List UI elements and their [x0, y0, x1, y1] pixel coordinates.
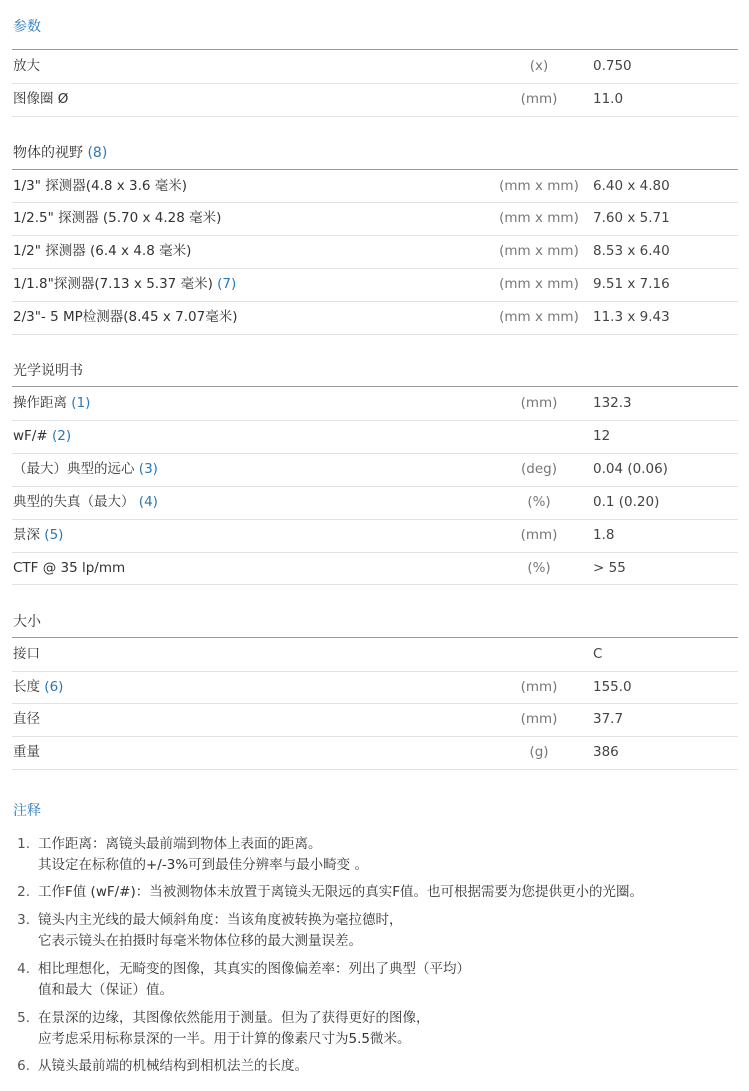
- row-unit: (deg): [521, 461, 557, 477]
- row-label: [13, 268, 236, 301]
- row-label-text: 1/1.8"探测器(7.13 x 5.37 毫米): [13, 276, 213, 292]
- note-text: [38, 1008, 743, 1050]
- footnote-link[interactable]: (5): [44, 527, 64, 543]
- row-label-text: 景深: [13, 527, 40, 543]
- row-label: [13, 486, 158, 519]
- section-title-fov: [13, 142, 107, 162]
- divider: [12, 334, 738, 335]
- footnote-link[interactable]: (2): [51, 428, 72, 444]
- row-label: CTF @ 35 lp/mm: [13, 560, 126, 576]
- row-label: [13, 453, 158, 486]
- spec-row-fov: [12, 268, 738, 301]
- section-title-text: 物体的视野: [13, 145, 83, 161]
- row-unit: (mm): [520, 679, 558, 695]
- row-value: C: [593, 646, 603, 662]
- spec-row-ctf: [12, 552, 738, 585]
- row-label: [13, 519, 63, 552]
- divider: [12, 584, 738, 585]
- row-unit: (mm x mm): [499, 178, 579, 194]
- row-value: 8.53 x 6.40: [593, 243, 670, 259]
- row-unit: (mm): [520, 711, 558, 727]
- row-label: 2/3"- 5 MP检测器(8.45 x 7.07毫米): [13, 309, 238, 325]
- row-value: 1.8: [593, 527, 615, 543]
- spec-row-diameter: [12, 703, 738, 736]
- note-text: [38, 910, 743, 952]
- footnote-link[interactable]: (3): [138, 461, 158, 477]
- row-label: [13, 387, 90, 420]
- row-unit: (mm x mm): [499, 243, 579, 259]
- note-line: 镜头内主光线的最大倾斜角度：当该角度被转换为毫拉德时，: [38, 912, 403, 928]
- note-line: 相比理想化，无畸变的图像，其真实的图像偏差率：列出了典型（平均）: [38, 961, 470, 977]
- footnote-link[interactable]: (8): [87, 145, 108, 161]
- row-value: 11.3 x 9.43: [593, 309, 670, 325]
- note-text: [38, 834, 743, 876]
- row-unit: (mm x mm): [499, 210, 579, 226]
- footnote-link[interactable]: (7): [217, 276, 237, 292]
- row-unit: (mm): [520, 395, 558, 411]
- row-unit: (mm): [520, 91, 558, 107]
- spec-row-fov: [12, 301, 738, 334]
- spec-row-image-circle: [12, 83, 738, 116]
- row-value: 0.1 (0.20): [593, 494, 660, 510]
- row-label: [13, 671, 63, 704]
- note-number: 1.: [17, 836, 30, 852]
- row-value: 6.40 x 4.80: [593, 178, 670, 194]
- notes-title: 注释: [13, 803, 41, 819]
- spec-row-wf: [12, 420, 738, 453]
- row-unit: (g): [529, 744, 549, 760]
- row-label-text: （最大）典型的远心: [13, 461, 135, 477]
- row-label-text: 长度: [13, 679, 40, 695]
- row-value: 11.0: [593, 91, 624, 107]
- row-value: 0.04 (0.06): [593, 461, 668, 477]
- row-value: 155.0: [593, 679, 632, 695]
- row-label: 接口: [13, 646, 40, 662]
- section-title-size: 大小: [13, 614, 41, 630]
- note-number: 2.: [17, 884, 30, 900]
- note-line: 从镜头最前端的机械结构到相机法兰的长度。: [38, 1058, 308, 1074]
- note-number: 3.: [17, 912, 30, 928]
- spec-row-mount: [12, 638, 738, 671]
- spec-row-distortion: [12, 486, 738, 519]
- row-label: 1/2.5" 探测器 (5.70 x 4.28 毫米): [13, 210, 222, 226]
- row-unit: (mm x mm): [499, 276, 579, 292]
- spec-row-fov: [12, 235, 738, 268]
- row-value: 0.750: [593, 58, 632, 74]
- spec-row-depth-of-field: [12, 519, 738, 552]
- row-value: 37.7: [593, 711, 624, 727]
- note-line: 工作距离：离镜头最前端到物体上表面的距离。: [38, 836, 322, 852]
- row-label-text: wF/#: [13, 428, 48, 444]
- row-label: 1/2" 探测器 (6.4 x 4.8 毫米): [13, 243, 192, 259]
- note-line: 应考虑采用标称景深的一半。用于计算的像素尺寸为5.5微米。: [38, 1031, 411, 1047]
- row-value: 386: [593, 744, 619, 760]
- row-value: 12: [593, 428, 611, 444]
- row-label: 重量: [13, 744, 40, 760]
- note-number: 5.: [17, 1010, 30, 1026]
- row-unit: (mm x mm): [499, 309, 579, 325]
- footnote-link[interactable]: (4): [138, 494, 158, 510]
- row-unit: (mm): [520, 527, 558, 543]
- note-line: 它表示镜头在拍摄时每毫米物体位移的最大测量误差。: [38, 933, 362, 949]
- row-value: 7.60 x 5.71: [593, 210, 670, 226]
- row-value: > 55: [593, 560, 626, 576]
- spec-row-magnification: [12, 50, 738, 83]
- note-line: 工作F值 (wF/#)：当被测物体未放置于离镜头无限远的真实F值。也可根据需要为您提供更小的光圈。: [38, 884, 644, 900]
- row-unit: (%): [527, 560, 551, 576]
- spec-row-weight: [12, 736, 738, 769]
- note-line: 在景深的边缘，其图像依然能用于测量。但为了获得更好的图像，: [38, 1010, 430, 1026]
- row-label: 直径: [13, 711, 40, 727]
- footnote-link[interactable]: (6): [44, 679, 64, 695]
- row-label: 放大: [13, 58, 40, 74]
- spec-row-telecentricity: [12, 453, 738, 486]
- spec-row-fov: [12, 202, 738, 235]
- note-line: 值和最大（保证）值。: [38, 982, 173, 998]
- spec-row-length: [12, 671, 738, 704]
- spec-row-working-distance: [12, 387, 738, 420]
- row-value: 9.51 x 7.16: [593, 276, 670, 292]
- note-line: 其设定在标称值的+/-3%可到最佳分辨率与最小畸变 。: [38, 857, 368, 873]
- row-label-text: 典型的失真（最大）: [13, 494, 135, 510]
- note-number: 4.: [17, 961, 30, 977]
- row-label: 图像圈 Ø: [13, 91, 69, 107]
- row-label: [13, 420, 71, 453]
- divider: [12, 769, 738, 770]
- row-unit: (x): [529, 58, 549, 74]
- spec-row-fov: [12, 170, 738, 203]
- section-title-optical: 光学说明书: [13, 363, 83, 379]
- row-unit: (%): [527, 494, 551, 510]
- footnote-link[interactable]: (1): [71, 395, 91, 411]
- row-value: 132.3: [593, 395, 632, 411]
- row-label-text: 操作距离: [13, 395, 67, 411]
- section-title-params: 参数: [13, 19, 41, 35]
- note-text: [38, 959, 743, 1001]
- note-number: 6.: [17, 1058, 30, 1074]
- note-text: [38, 882, 743, 903]
- row-label: 1/3" 探测器(4.8 x 3.6 毫米): [13, 178, 188, 194]
- note-text: [38, 1056, 743, 1077]
- divider: [12, 116, 738, 117]
